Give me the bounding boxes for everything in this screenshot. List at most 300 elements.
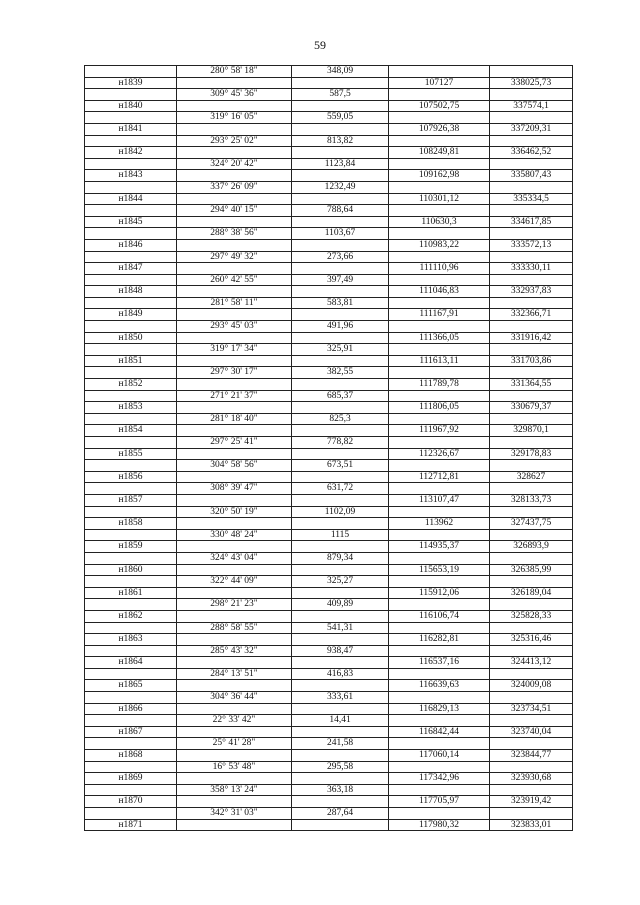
empty-cell xyxy=(177,703,292,715)
direction-angle: 298° 21' 23" xyxy=(177,599,292,611)
empty-cell xyxy=(177,379,292,391)
coord-y: 335334,5 xyxy=(490,193,573,205)
direction-angle: 271° 21' 37" xyxy=(177,390,292,402)
empty-cell xyxy=(389,135,490,147)
coordinates-table-body xyxy=(85,66,573,831)
distance: 287,64 xyxy=(292,808,389,820)
empty-cell xyxy=(389,158,490,170)
direction-angle: 319° 16' 05" xyxy=(177,112,292,124)
empty-cell xyxy=(292,216,389,228)
empty-cell xyxy=(490,367,573,379)
point-row xyxy=(85,634,573,646)
empty-cell xyxy=(177,100,292,112)
empty-cell xyxy=(292,286,389,298)
point-id: н1849 xyxy=(85,309,177,321)
distance: 241,58 xyxy=(292,738,389,750)
point-row xyxy=(85,587,573,599)
empty-cell xyxy=(292,355,389,367)
point-row xyxy=(85,216,573,228)
empty-cell xyxy=(490,738,573,750)
distance: 409,89 xyxy=(292,599,389,611)
distance: 879,34 xyxy=(292,552,389,564)
coordinates-table xyxy=(84,65,573,831)
empty-cell xyxy=(292,773,389,785)
empty-cell xyxy=(292,680,389,692)
distance: 938,47 xyxy=(292,645,389,657)
coord-x: 111110,96 xyxy=(389,263,490,275)
empty-cell xyxy=(177,425,292,437)
empty-cell xyxy=(490,66,573,78)
point-id: н1858 xyxy=(85,518,177,530)
coord-y: 326385,99 xyxy=(490,564,573,576)
coord-x: 112326,67 xyxy=(389,448,490,460)
coord-y: 323919,42 xyxy=(490,796,573,808)
distance: 541,31 xyxy=(292,622,389,634)
empty-cell xyxy=(85,66,177,78)
segment-row xyxy=(85,251,573,263)
direction-angle: 308° 39' 47" xyxy=(177,483,292,495)
segment-row xyxy=(85,89,573,101)
distance: 778,82 xyxy=(292,437,389,449)
segment-row xyxy=(85,367,573,379)
segment-row xyxy=(85,738,573,750)
distance: 631,72 xyxy=(292,483,389,495)
segment-row xyxy=(85,390,573,402)
point-row xyxy=(85,726,573,738)
empty-cell xyxy=(177,726,292,738)
point-row xyxy=(85,286,573,298)
empty-cell xyxy=(389,251,490,263)
empty-cell xyxy=(490,228,573,240)
empty-cell xyxy=(389,784,490,796)
segment-row xyxy=(85,112,573,124)
empty-cell xyxy=(389,344,490,356)
point-row xyxy=(85,703,573,715)
empty-cell xyxy=(490,321,573,333)
coord-x: 117342,96 xyxy=(389,773,490,785)
coord-y: 333330,11 xyxy=(490,263,573,275)
point-id: н1846 xyxy=(85,239,177,251)
coord-y: 328133,73 xyxy=(490,494,573,506)
distance: 14,41 xyxy=(292,715,389,727)
distance: 325,91 xyxy=(292,344,389,356)
point-row xyxy=(85,448,573,460)
coord-x: 109162,98 xyxy=(389,170,490,182)
direction-angle: 281° 18' 40" xyxy=(177,413,292,425)
direction-angle: 288° 58' 55" xyxy=(177,622,292,634)
empty-cell xyxy=(177,239,292,251)
empty-cell xyxy=(85,483,177,495)
empty-cell xyxy=(389,715,490,727)
empty-cell xyxy=(85,274,177,286)
point-row xyxy=(85,309,573,321)
segment-row xyxy=(85,297,573,309)
empty-cell xyxy=(85,668,177,680)
direction-angle: 22° 33' 42" xyxy=(177,715,292,727)
empty-cell xyxy=(177,332,292,344)
coord-x: 112712,81 xyxy=(389,471,490,483)
coord-y: 331703,86 xyxy=(490,355,573,367)
distance: 813,82 xyxy=(292,135,389,147)
point-row xyxy=(85,610,573,622)
empty-cell xyxy=(389,274,490,286)
empty-cell xyxy=(490,460,573,472)
empty-cell xyxy=(177,634,292,646)
distance: 333,61 xyxy=(292,692,389,704)
direction-angle: 297° 30' 17" xyxy=(177,367,292,379)
empty-cell xyxy=(177,193,292,205)
empty-cell xyxy=(177,494,292,506)
coord-y: 325316,46 xyxy=(490,634,573,646)
empty-cell xyxy=(85,321,177,333)
segment-row xyxy=(85,529,573,541)
point-row xyxy=(85,796,573,808)
empty-cell xyxy=(389,437,490,449)
empty-cell xyxy=(292,193,389,205)
segment-row xyxy=(85,668,573,680)
distance: 325,27 xyxy=(292,576,389,588)
empty-cell xyxy=(292,471,389,483)
direction-angle: 281° 58' 11" xyxy=(177,297,292,309)
empty-cell xyxy=(389,576,490,588)
direction-angle: 297° 25' 41" xyxy=(177,437,292,449)
coord-y: 333572,13 xyxy=(490,239,573,251)
empty-cell xyxy=(177,448,292,460)
empty-cell xyxy=(490,205,573,217)
coord-x: 108249,81 xyxy=(389,147,490,159)
coord-x: 107127 xyxy=(389,77,490,89)
coord-x: 116537,16 xyxy=(389,657,490,669)
point-id: н1857 xyxy=(85,494,177,506)
empty-cell xyxy=(389,390,490,402)
point-id: н1839 xyxy=(85,77,177,89)
empty-cell xyxy=(292,819,389,831)
empty-cell xyxy=(389,738,490,750)
empty-cell xyxy=(389,808,490,820)
point-row xyxy=(85,657,573,669)
point-id: н1850 xyxy=(85,332,177,344)
empty-cell xyxy=(85,529,177,541)
direction-angle: 319° 17' 34" xyxy=(177,344,292,356)
empty-cell xyxy=(292,379,389,391)
empty-cell xyxy=(177,355,292,367)
segment-row xyxy=(85,181,573,193)
empty-cell xyxy=(490,135,573,147)
direction-angle: 294° 40' 15" xyxy=(177,205,292,217)
point-id: н1867 xyxy=(85,726,177,738)
empty-cell xyxy=(389,529,490,541)
point-id: н1870 xyxy=(85,796,177,808)
segment-row xyxy=(85,437,573,449)
coord-y: 324009,08 xyxy=(490,680,573,692)
coord-x: 111806,05 xyxy=(389,402,490,414)
direction-angle: 337° 26' 09" xyxy=(177,181,292,193)
coord-x: 115912,06 xyxy=(389,587,490,599)
point-id: н1871 xyxy=(85,819,177,831)
point-row xyxy=(85,773,573,785)
empty-cell xyxy=(85,205,177,217)
direction-angle: 322° 44' 09" xyxy=(177,576,292,588)
empty-cell xyxy=(389,367,490,379)
empty-cell xyxy=(389,483,490,495)
coord-y: 335807,43 xyxy=(490,170,573,182)
empty-cell xyxy=(490,552,573,564)
coord-x: 111789,78 xyxy=(389,379,490,391)
empty-cell xyxy=(292,402,389,414)
coord-y: 332366,71 xyxy=(490,309,573,321)
distance: 673,51 xyxy=(292,460,389,472)
direction-angle: 309° 45' 36" xyxy=(177,89,292,101)
empty-cell xyxy=(85,645,177,657)
point-row xyxy=(85,379,573,391)
distance: 583,81 xyxy=(292,297,389,309)
coord-x: 116639,63 xyxy=(389,680,490,692)
empty-cell xyxy=(292,309,389,321)
empty-cell xyxy=(292,541,389,553)
coord-y: 338025,73 xyxy=(490,77,573,89)
empty-cell xyxy=(490,181,573,193)
coord-y: 325828,33 xyxy=(490,610,573,622)
empty-cell xyxy=(292,170,389,182)
empty-cell xyxy=(177,610,292,622)
distance: 587,5 xyxy=(292,89,389,101)
direction-angle: 285° 43' 32" xyxy=(177,645,292,657)
empty-cell xyxy=(292,657,389,669)
coord-y: 330679,37 xyxy=(490,402,573,414)
distance: 273,66 xyxy=(292,251,389,263)
empty-cell xyxy=(85,460,177,472)
empty-cell xyxy=(490,784,573,796)
empty-cell xyxy=(177,819,292,831)
segment-row xyxy=(85,66,573,78)
empty-cell xyxy=(85,437,177,449)
coord-x: 107926,38 xyxy=(389,123,490,135)
segment-row xyxy=(85,321,573,333)
direction-angle: 284° 13' 51" xyxy=(177,668,292,680)
empty-cell xyxy=(85,390,177,402)
distance: 382,55 xyxy=(292,367,389,379)
coord-x: 111167,91 xyxy=(389,309,490,321)
empty-cell xyxy=(490,112,573,124)
point-id: н1841 xyxy=(85,123,177,135)
point-row xyxy=(85,147,573,159)
empty-cell xyxy=(389,205,490,217)
empty-cell xyxy=(177,541,292,553)
point-id: н1855 xyxy=(85,448,177,460)
point-row xyxy=(85,541,573,553)
coord-x: 116829,13 xyxy=(389,703,490,715)
empty-cell xyxy=(389,506,490,518)
empty-cell xyxy=(292,448,389,460)
empty-cell xyxy=(490,808,573,820)
segment-row xyxy=(85,552,573,564)
coord-x: 114935,37 xyxy=(389,541,490,553)
point-id: н1847 xyxy=(85,263,177,275)
empty-cell xyxy=(389,181,490,193)
point-id: н1862 xyxy=(85,610,177,622)
empty-cell xyxy=(292,726,389,738)
empty-cell xyxy=(389,552,490,564)
segment-row xyxy=(85,692,573,704)
empty-cell xyxy=(490,599,573,611)
segment-row xyxy=(85,205,573,217)
empty-cell xyxy=(292,634,389,646)
empty-cell xyxy=(177,587,292,599)
empty-cell xyxy=(490,529,573,541)
direction-angle: 324° 20' 42" xyxy=(177,158,292,170)
point-id: н1840 xyxy=(85,100,177,112)
empty-cell xyxy=(490,622,573,634)
empty-cell xyxy=(177,77,292,89)
point-id: н1864 xyxy=(85,657,177,669)
coord-x: 110983,22 xyxy=(389,239,490,251)
coord-y: 323930,68 xyxy=(490,773,573,785)
point-row xyxy=(85,471,573,483)
segment-row xyxy=(85,158,573,170)
direction-angle: 25° 41' 28" xyxy=(177,738,292,750)
point-row xyxy=(85,402,573,414)
point-row xyxy=(85,239,573,251)
direction-angle: 16° 53' 48" xyxy=(177,761,292,773)
empty-cell xyxy=(490,413,573,425)
coord-x: 116106,74 xyxy=(389,610,490,622)
distance: 1123,84 xyxy=(292,158,389,170)
direction-angle: 260° 42' 55" xyxy=(177,274,292,286)
coord-x: 115653,19 xyxy=(389,564,490,576)
empty-cell xyxy=(292,77,389,89)
point-row xyxy=(85,100,573,112)
coord-y: 329870,1 xyxy=(490,425,573,437)
coord-y: 336462,52 xyxy=(490,147,573,159)
empty-cell xyxy=(292,750,389,762)
empty-cell xyxy=(177,750,292,762)
empty-cell xyxy=(490,251,573,263)
segment-row xyxy=(85,228,573,240)
empty-cell xyxy=(85,761,177,773)
empty-cell xyxy=(85,692,177,704)
empty-cell xyxy=(177,309,292,321)
coord-y: 329178,83 xyxy=(490,448,573,460)
point-id: н1848 xyxy=(85,286,177,298)
empty-cell xyxy=(490,390,573,402)
coord-x: 113962 xyxy=(389,518,490,530)
empty-cell xyxy=(85,599,177,611)
empty-cell xyxy=(292,100,389,112)
coord-x: 113107,47 xyxy=(389,494,490,506)
empty-cell xyxy=(490,506,573,518)
empty-cell xyxy=(292,123,389,135)
empty-cell xyxy=(85,506,177,518)
empty-cell xyxy=(490,437,573,449)
direction-angle: 297° 49' 32" xyxy=(177,251,292,263)
distance: 1115 xyxy=(292,529,389,541)
coord-x: 110630,3 xyxy=(389,216,490,228)
point-id: н1865 xyxy=(85,680,177,692)
direction-angle: 288° 38' 56" xyxy=(177,228,292,240)
point-id: н1854 xyxy=(85,425,177,437)
empty-cell xyxy=(490,576,573,588)
direction-angle: 358° 13' 24" xyxy=(177,784,292,796)
direction-angle: 280° 58' 18" xyxy=(177,66,292,78)
empty-cell xyxy=(490,344,573,356)
empty-cell xyxy=(292,703,389,715)
empty-cell xyxy=(292,587,389,599)
empty-cell xyxy=(490,483,573,495)
empty-cell xyxy=(389,599,490,611)
empty-cell xyxy=(177,471,292,483)
empty-cell xyxy=(389,112,490,124)
distance: 295,58 xyxy=(292,761,389,773)
coord-y: 323833,01 xyxy=(490,819,573,831)
empty-cell xyxy=(177,123,292,135)
segment-row xyxy=(85,645,573,657)
coord-x: 116282,81 xyxy=(389,634,490,646)
direction-angle: 330° 48' 24" xyxy=(177,529,292,541)
segment-row xyxy=(85,460,573,472)
segment-row xyxy=(85,784,573,796)
empty-cell xyxy=(177,773,292,785)
direction-angle: 320° 50' 19" xyxy=(177,506,292,518)
coord-x: 107502,75 xyxy=(389,100,490,112)
empty-cell xyxy=(177,657,292,669)
point-row xyxy=(85,494,573,506)
distance: 1102,09 xyxy=(292,506,389,518)
coord-x: 117980,32 xyxy=(389,819,490,831)
point-row xyxy=(85,819,573,831)
empty-cell xyxy=(85,715,177,727)
empty-cell xyxy=(490,158,573,170)
coord-y: 327437,75 xyxy=(490,518,573,530)
point-id: н1845 xyxy=(85,216,177,228)
point-id: н1844 xyxy=(85,193,177,205)
point-row xyxy=(85,170,573,182)
empty-cell xyxy=(389,66,490,78)
empty-cell xyxy=(292,425,389,437)
empty-cell xyxy=(177,518,292,530)
coord-y: 323740,04 xyxy=(490,726,573,738)
distance: 348,09 xyxy=(292,66,389,78)
segment-row xyxy=(85,274,573,286)
distance: 788,64 xyxy=(292,205,389,217)
segment-row xyxy=(85,715,573,727)
coord-x: 111613,11 xyxy=(389,355,490,367)
empty-cell xyxy=(85,158,177,170)
direction-angle: 324° 43' 04" xyxy=(177,552,292,564)
segment-row xyxy=(85,506,573,518)
empty-cell xyxy=(292,239,389,251)
distance: 363,18 xyxy=(292,784,389,796)
distance: 1103,67 xyxy=(292,228,389,240)
coord-x: 117705,97 xyxy=(389,796,490,808)
empty-cell xyxy=(85,135,177,147)
point-id: н1866 xyxy=(85,703,177,715)
coord-y: 334617,85 xyxy=(490,216,573,228)
point-row xyxy=(85,425,573,437)
empty-cell xyxy=(389,761,490,773)
empty-cell xyxy=(85,552,177,564)
empty-cell xyxy=(177,216,292,228)
page-number: 59 xyxy=(314,38,326,52)
empty-cell xyxy=(177,402,292,414)
empty-cell xyxy=(85,808,177,820)
distance: 825,3 xyxy=(292,413,389,425)
empty-cell xyxy=(177,680,292,692)
empty-cell xyxy=(490,715,573,727)
coord-y: 326189,04 xyxy=(490,587,573,599)
empty-cell xyxy=(85,622,177,634)
empty-cell xyxy=(292,610,389,622)
segment-row xyxy=(85,599,573,611)
